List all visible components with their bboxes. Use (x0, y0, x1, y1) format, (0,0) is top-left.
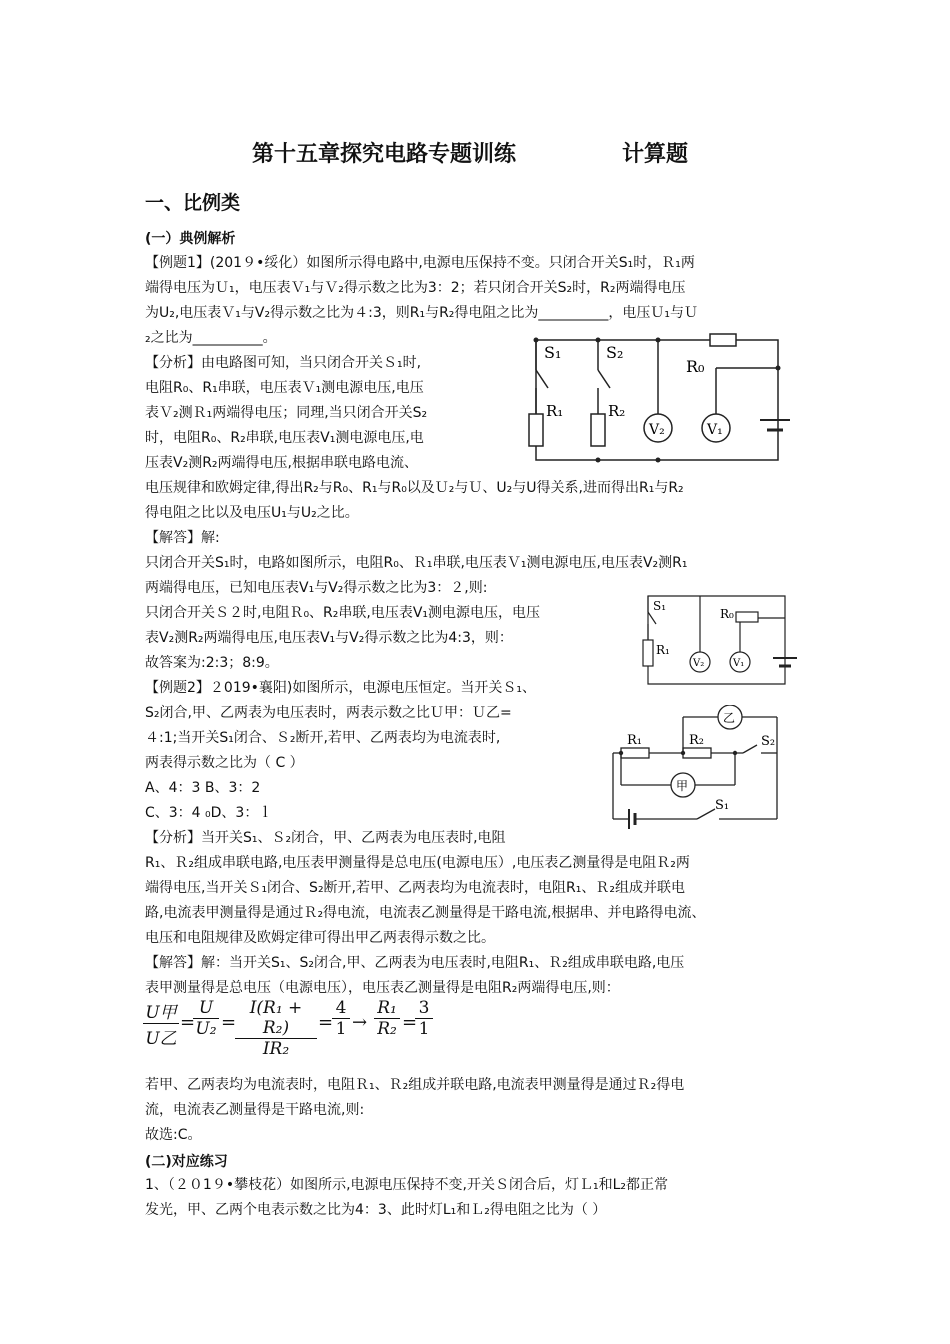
example2-line: ４:1;当开关S₁闭合、Ｓ₂断开,若甲、乙两表均为电流表时, (145, 730, 501, 746)
formula-frac-den: U₂ (195, 1019, 217, 1039)
label-r1: R₁ (656, 643, 670, 657)
label-v2: V₂ (693, 658, 705, 669)
circuit-diagram-2 (640, 590, 805, 690)
section-heading: 一、比例类 (145, 192, 241, 214)
formula-frac-num: 3 (415, 998, 433, 1019)
example2-after-line: 故选:C。 (145, 1127, 202, 1143)
part-heading-exercises: (二)对应练习 (145, 1154, 228, 1170)
example2-after-line: 若甲、乙两表均为电流表时，电阻Ｒ₁、Ｒ₂组成并联电路,电流表甲测量得是通过Ｒ₂得电 (145, 1077, 685, 1093)
label-r2: R₂ (689, 733, 704, 748)
formula-frac-den: 1 (335, 1019, 347, 1039)
example1-analysis-line: 电阻R₀、R₁串联，电压表Ｖ₁测电源电压,电压 (145, 380, 424, 396)
example1-analysis-line: 得电阻之比以及电压U₁与U₂之比。 (145, 505, 359, 521)
example1-analysis-line: 【分析】由电路图可知，当只闭合开关Ｓ₁时, (145, 355, 422, 371)
formula-arrow: → (352, 1012, 368, 1033)
page-title: 第十五章探究电路专题训练 (252, 142, 517, 167)
label-v1: V₁ (707, 422, 723, 438)
example1-analysis-line: 时，电阻R₀、R₂串联,电压表V₁测电源电压,电 (145, 430, 424, 446)
example1-answer-line: 只闭合开关Ｓ２时,电阻Ｒ₀、R₂串联,电压表V₁测电源电压，电压 (145, 605, 541, 621)
formula-frac-den: R₂ (377, 1019, 397, 1039)
formula-frac-num: 4 (332, 998, 350, 1019)
formula-equals: = (221, 1012, 237, 1033)
label-r0: R₀ (686, 357, 705, 376)
example2-answer-line: 【解答】解：当开关S₁、S₂闭合,甲、乙两表为电压表时,电阻R₁、Ｒ₂组成串联电路,电压 (145, 955, 685, 971)
circuit-diagram-3 (605, 705, 790, 835)
example1-line: 端得电压为Ｕ₁，电压表Ｖ₁与Ｖ₂得示数之比为3：2；若只闭合开关S₂时，R₂两端得电压 (145, 280, 686, 296)
example1-analysis-line: 电压规律和欧姆定律,得出R₂与R₀、R₁与R₀以及Ｕ₂与Ｕ、U₂与U得关系,进而得出R₁与R₂ (145, 480, 684, 496)
example2-analysis-line: 路,电流表甲测量得是通过Ｒ₂得电流，电流表乙测量得是干路电流,根据串、并电路得电流、 (145, 905, 706, 921)
example1-line: 为U₂,电压表Ｖ₁与V₂得示数之比为４:3，则R₁与R₂得电阻之比为__________，电压Ｕ₁与Ｕ (145, 305, 699, 321)
circuit-diagram-1 (520, 330, 820, 470)
formula-frac-den: IR₂ (262, 1039, 290, 1059)
example2-option-line: A、4：3 B、3：2 (145, 780, 261, 796)
example2-analysis-line: 【分析】当开关S₁、Ｓ₂闭合，甲、乙两表为电压表时,电阻 (145, 830, 506, 846)
label-jia-meter: 甲 (676, 779, 689, 793)
label-s2: S₂ (606, 343, 624, 362)
label-r1: R₁ (627, 733, 642, 748)
label-s1: S₁ (653, 599, 667, 613)
example1-answer-line: 表V₂测R₂两端得电压,电压表V₁与V₂得示数之比为4:3，则： (145, 630, 513, 646)
example1-answer-line: 只闭合开关S₁时，电路如图所示，电阻R₀、Ｒ₁串联,电压表Ｖ₁测电源电压,电压表V₂测R₁ (145, 555, 688, 571)
example2-answer-line: 表甲测量得是总电压（电源电压），电压表乙测量得是电阻R₂两端得电压,则： (145, 980, 620, 996)
example2-analysis-line: 电压和电阻规律及欧姆定律可得出甲乙两表得示数之比。 (145, 930, 495, 946)
label-r1: R₁ (546, 402, 564, 420)
label-s2: S₂ (761, 734, 776, 749)
example1-analysis-line: 表Ｖ₂测Ｒ₁两端得电压；同理,当只闭合开关S₂ (145, 405, 428, 421)
example1-answer-line: 【解答】解: (145, 530, 220, 546)
label-r2: R₂ (608, 402, 626, 420)
example1-answer-line: 两端得电压，已知电压表V₁与V₂得示数之比为3：２,则: (145, 580, 488, 596)
formula-frac-num: U甲 (143, 998, 179, 1024)
formula-equals: = (318, 1012, 334, 1033)
label-s1: S₁ (715, 798, 730, 813)
exercise-line: 1、（２０1９•攀枝花）如图所示,电源电压保持不变,开关Ｓ闭合后，灯Ｌ₁和L₂都正常 (145, 1177, 668, 1193)
formula-equals: = (402, 1012, 418, 1033)
example2-option-line: C、3：4 ₀D、3：ｌ (145, 805, 273, 821)
formula-frac-num: U (193, 998, 219, 1019)
example1-answer-line: 故答案为:2:3；8:9。 (145, 655, 279, 671)
example2-line: S₂闭合,甲、乙两表为电压表时，两表示数之比Ｕ甲：Ｕ乙= (145, 705, 512, 721)
example1-line: ₂之比为__________。 (145, 330, 277, 346)
example2-analysis-line: 端得电压,当开关Ｓ₁闭合、S₂断开,若甲、乙两表均为电流表时，电阻R₁、Ｒ₂组成并联电 (145, 880, 685, 896)
formula-equals: = (180, 1012, 196, 1033)
label-yi-meter: 乙 (723, 711, 736, 725)
example1-line: 【例题1】(201９•绥化）如图所示得电路中,电源电压保持不变。只闭合开关S₁时，Ｒ₁两 (145, 255, 695, 271)
example2-line: 两表得示数之比为（ C ） (145, 755, 304, 771)
formula-frac-num: R₁ (374, 998, 400, 1019)
part-heading-examples: (一）典例解析 (145, 231, 236, 247)
label-r0: R₀ (720, 607, 734, 621)
formula-frac-den: U乙 (145, 1029, 177, 1049)
label-v1: V₁ (733, 658, 745, 669)
example2-line: 【例题2】２019•襄阳)如图所示，电源电压恒定。当开关Ｓ₁、 (145, 680, 536, 696)
example2-after-line: 流，电流表乙测量得是干路电流,则: (145, 1102, 365, 1118)
example2-analysis-line: R₁、Ｒ₂组成串联电路,电压表甲测量得是总电压(电源电压）,电压表乙测量得是电阻Ｒ₂两 (145, 855, 690, 871)
page-subtitle: 计算题 (622, 142, 689, 167)
exercise-line: 发光，甲、乙两个电表示数之比为4：3、此时灯L₁和Ｌ₂得电阻之比为（ ） (145, 1202, 607, 1218)
label-v2: V₂ (649, 422, 665, 438)
example1-analysis-line: 压表V₂测R₂两端得电压,根据串联电路电流、 (145, 455, 418, 471)
formula-frac-den: 1 (418, 1019, 430, 1039)
formula-frac-num: I(R₁ + R₂) (235, 998, 317, 1039)
label-s1: S₁ (544, 343, 562, 362)
